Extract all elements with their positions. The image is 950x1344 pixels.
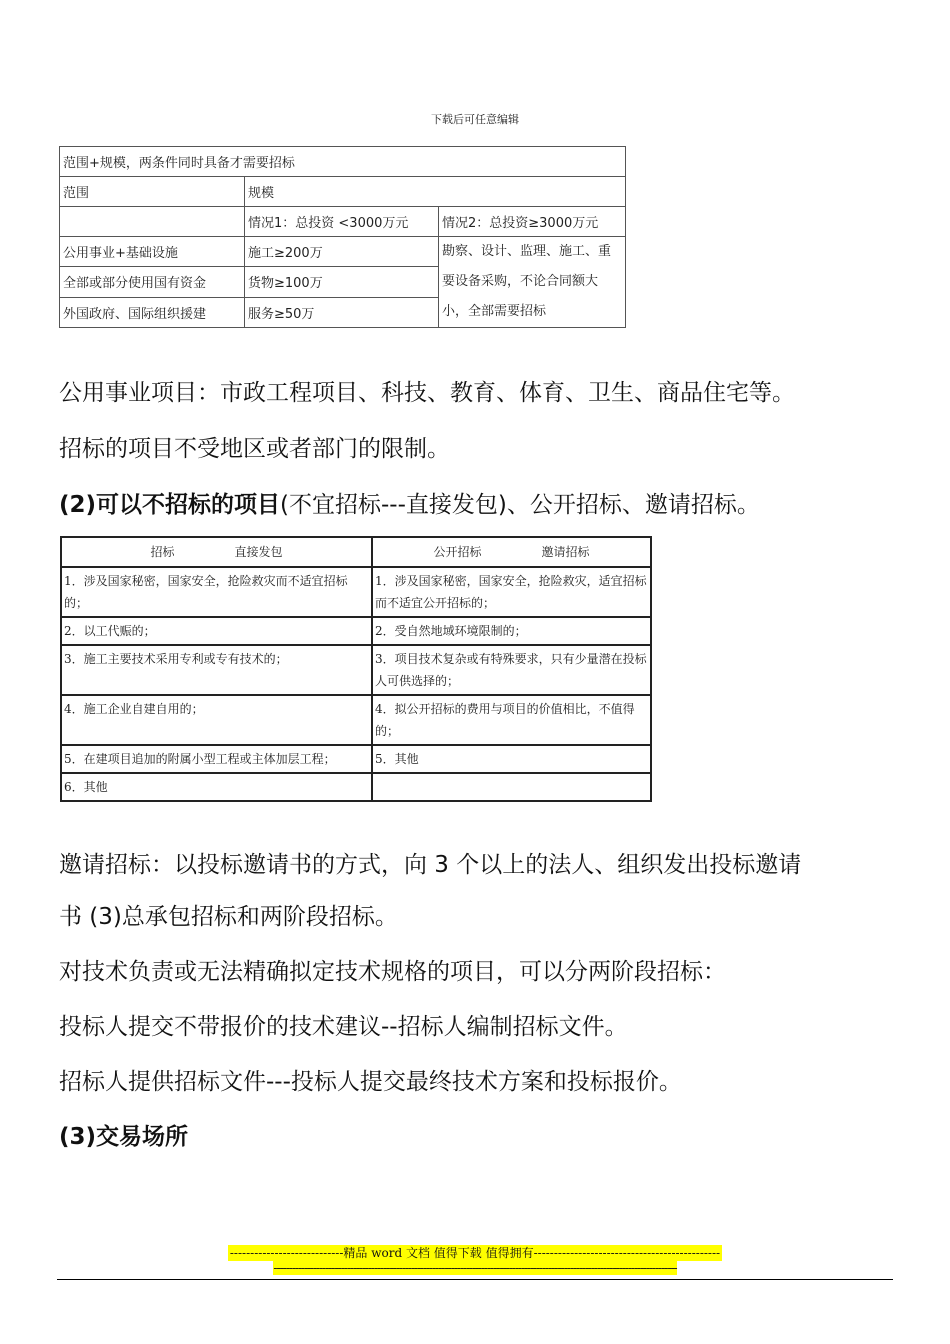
- table-row: [60, 207, 626, 237]
- paragraph-two-stage: 书 (3)总承包招标和两阶段招标。: [59, 904, 398, 930]
- right-cell: 2．受自然地域环境限制的；: [372, 617, 651, 645]
- col-range-header: 范围: [60, 177, 245, 207]
- table-title-cell: 范围+规模，两条件同时具备才需要招标: [60, 147, 626, 177]
- header-invite: 邀请招标: [541, 545, 590, 559]
- footer-banner: [0, 1245, 950, 1275]
- footer-line-1: ----------------------------精品 word 文档 值得下载 值得拥有----------------------------------------------: [229, 1246, 721, 1260]
- scale-cell: 施工≥200万: [245, 237, 439, 267]
- table-row: [61, 617, 651, 645]
- paragraph-stage-one: 投标人提交不带报价的技术建议--招标人编制招标文件。: [59, 1014, 628, 1040]
- header-public: 公开招标: [433, 545, 482, 559]
- paragraph-text: (不宜招标---直接发包)、公开招标、邀请招标。: [280, 492, 760, 518]
- footer-divider: [57, 1279, 893, 1280]
- header-bidding: 招标: [150, 545, 175, 559]
- table-header-row: [61, 537, 651, 567]
- scale-cell: 货物≥100万: [245, 267, 439, 297]
- table-row: [61, 645, 651, 695]
- right-cell: 3．项目技术复杂或有特殊要求，只有少量潜在投标人可供选择的；: [372, 645, 651, 695]
- range-cell: 外国政府、国际组织援建: [60, 297, 245, 327]
- header-direct: 直接发包: [234, 545, 283, 559]
- paragraph-invite-bidding: 邀请招标：以投标邀请书的方式，向 3 个以上的法人、组织发出投标邀请: [59, 852, 802, 878]
- right-cell: 1．涉及国家秘密，国家安全，抢险救灾，适宜招标而不适宜公开招标的；: [372, 567, 651, 617]
- range-cell: 公用事业+基础设施: [60, 237, 245, 267]
- paragraph-no-bid-projects: [59, 490, 760, 520]
- table-row: [61, 773, 651, 801]
- right-cell: 5．其他: [372, 745, 651, 773]
- left-cell: 5．在建项目追加的附属小型工程或主体加层工程；: [61, 745, 372, 773]
- empty-cell: [60, 207, 245, 237]
- right-cell: [372, 773, 651, 801]
- table-row: [60, 147, 626, 177]
- footer-line-2: ------------------------------------------------------------------------------------------------------------------------------------: [273, 1261, 677, 1275]
- header-note: 下载后可任意编辑: [431, 113, 519, 126]
- section-heading-2: (2)可以不招标的项目: [59, 492, 281, 518]
- range-cell: 全部或部分使用国有资金: [60, 267, 245, 297]
- case2-text-cell: 勘察、设计、监理、施工、重要设备采购，不论合同额大小，全部需要招标: [439, 237, 626, 328]
- paragraph-stage-two: 招标人提供招标文件---投标人提交最终技术方案和投标报价。: [59, 1069, 682, 1095]
- paragraph-public-projects: 公用事业项目：市政工程项目、科技、教育、体育、卫生、商品住宅等。: [59, 380, 795, 406]
- section-heading-3: (3)交易场所: [59, 1124, 189, 1150]
- left-cell: 6．其他: [61, 773, 372, 801]
- paragraph-two-stage-desc: 对技术负责或无法精确拟定技术规格的项目，可以分两阶段招标：: [59, 959, 726, 985]
- left-cell: 1．涉及国家秘密，国家安全，抢险救灾而不适宜招标的；: [61, 567, 372, 617]
- left-cell: 2．以工代赈的；: [61, 617, 372, 645]
- table-row: [60, 237, 626, 267]
- bidding-method-table: [60, 536, 652, 802]
- paragraph-no-restriction: 招标的项目不受地区或者部门的限制。: [59, 436, 450, 462]
- table-row: [61, 745, 651, 773]
- case2-header: 情况2：总投资≥3000万元: [439, 207, 626, 237]
- right-header-cell: [372, 537, 651, 567]
- scale-cell: 服务≥50万: [245, 297, 439, 327]
- left-cell: 4．施工企业自建自用的；: [61, 695, 372, 745]
- case1-header: 情况1：总投资 <3000万元: [245, 207, 439, 237]
- col-scale-header: 规模: [245, 177, 626, 207]
- table-row: [61, 567, 651, 617]
- table-row: [61, 695, 651, 745]
- left-cell: 3．施工主要技术采用专利或专有技术的；: [61, 645, 372, 695]
- table-row: [60, 177, 626, 207]
- investment-scale-table: [59, 146, 626, 328]
- right-cell: 4．拟公开招标的费用与项目的价值相比，不值得的；: [372, 695, 651, 745]
- left-header-cell: [61, 537, 372, 567]
